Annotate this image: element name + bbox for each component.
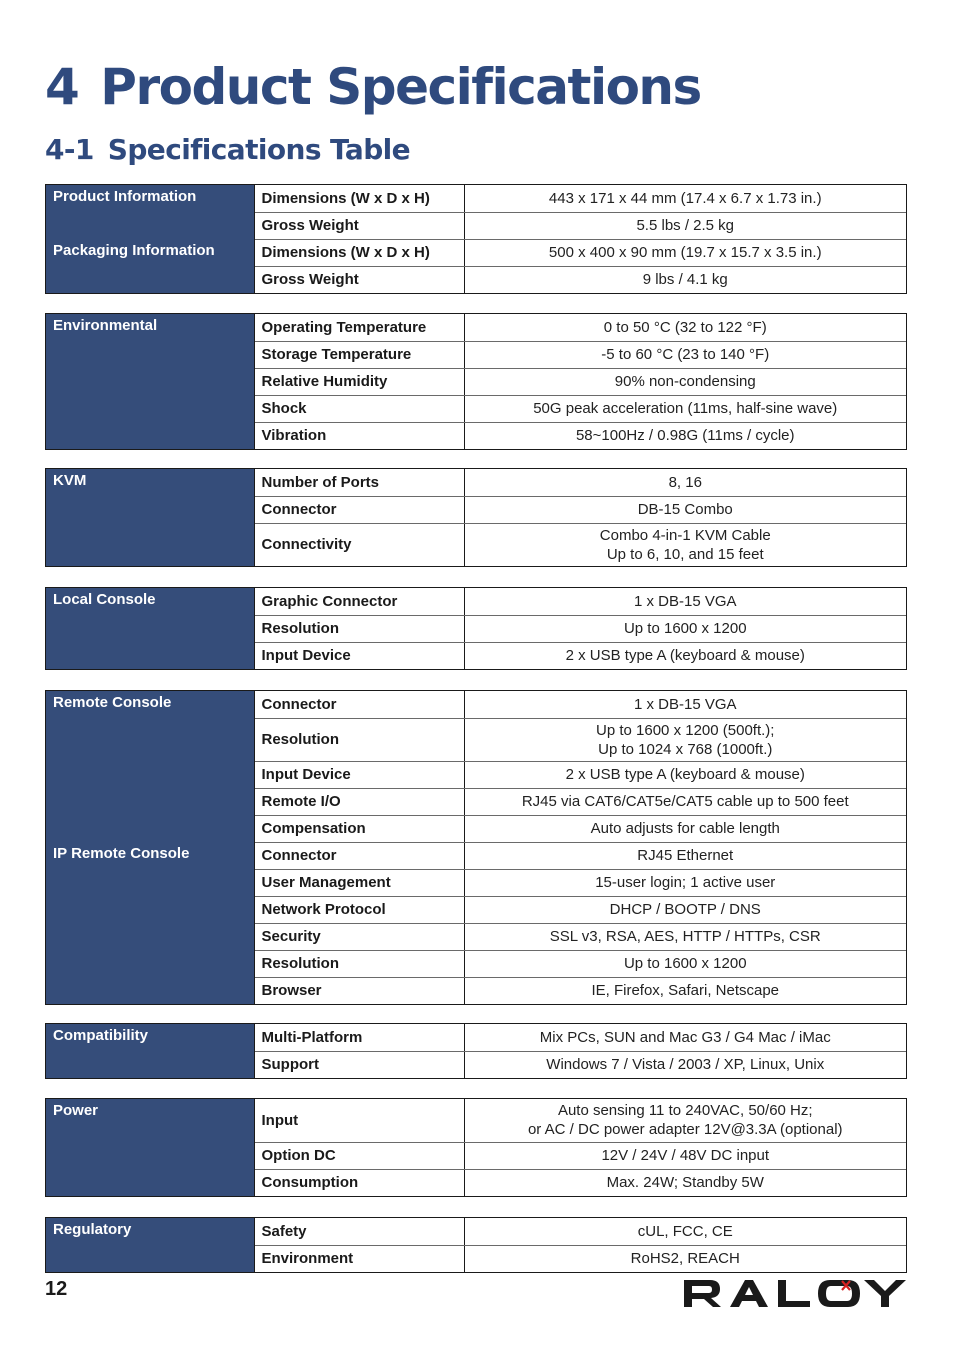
spec-value <box>464 1245 906 1272</box>
spec-label: Resolution <box>254 950 464 977</box>
spec-row <box>46 314 906 341</box>
spec-value-line: Combo 4-in-1 KVM Cable <box>599 526 771 544</box>
spec-value-line: 500 x 400 x 90 mm (19.7 x 15.7 x 3.5 in.) <box>548 244 822 261</box>
spec-category: Environmental <box>46 314 254 449</box>
spec-value-line: Windows 7 / Vista / 2003 / XP, Linux, Unix <box>546 1056 825 1074</box>
spec-label: Relative Humidity <box>254 368 464 395</box>
spec-value <box>464 1142 906 1169</box>
spec-row <box>46 185 906 212</box>
spec-label: Consumption <box>254 1169 464 1196</box>
spec-label: User Management <box>254 869 464 896</box>
spec-value-line: RoHS2, REACH <box>630 1250 740 1268</box>
spec-value-line: Up to 1600 x 1200 (500ft.); <box>596 721 775 739</box>
spec-label: Remote I/O <box>254 788 464 815</box>
spec-value-line: 9 lbs / 4.1 kg <box>642 271 728 289</box>
spec-label: Storage Temperature <box>254 341 464 368</box>
spec-value <box>464 185 906 212</box>
spec-row <box>46 1218 906 1245</box>
spec-value-line: Up to 6, 10, and 15 feet <box>606 545 764 563</box>
spec-value-line: 443 x 171 x 44 mm (17.4 x 6.7 x 1.73 in.) <box>548 189 822 207</box>
spec-label: Input Device <box>254 642 464 669</box>
spec-label: Number of Ports <box>254 469 464 496</box>
spec-value <box>464 341 906 368</box>
spec-value <box>464 368 906 395</box>
spec-value-line: 1 x DB-15 VGA <box>633 592 737 610</box>
spec-value <box>464 691 906 718</box>
spec-value <box>464 842 906 869</box>
spec-label: Connector <box>254 842 464 869</box>
spec-value-line: RJ45 via CAT6/CAT5e/CAT5 cable up to 500 feet <box>521 793 849 810</box>
spec-value-line: Mix PCs, SUN and Mac G3 / G4 Mac / iMac <box>539 1028 831 1046</box>
spec-label: Browser <box>254 977 464 1004</box>
spec-row <box>46 842 906 869</box>
spec-table-section <box>45 1098 907 1197</box>
spec-label: Vibration <box>254 422 464 449</box>
spec-category: KVM <box>46 469 254 566</box>
spec-value-line: 0 to 50 °C (32 to 122 °F) <box>603 318 767 336</box>
spec-category: IP Remote Console <box>46 842 254 1004</box>
spec-row <box>46 691 906 718</box>
spec-value <box>464 1218 906 1245</box>
spec-value <box>464 718 906 761</box>
spec-category: Regulatory <box>46 1218 254 1272</box>
spec-label: Input Device <box>254 761 464 788</box>
spec-value <box>464 788 906 815</box>
spec-value-line: 2 x USB type A (keyboard & mouse) <box>565 647 805 665</box>
spec-label: Resolution <box>254 718 464 761</box>
spec-value <box>464 314 906 341</box>
spec-label: Security <box>254 923 464 950</box>
spec-label: Shock <box>254 395 464 422</box>
spec-table-section <box>45 468 907 567</box>
spec-value-line: Up to 1600 x 1200 <box>623 955 747 972</box>
spec-value-line: 1 x DB-15 VGA <box>633 695 737 713</box>
spec-value-line: 15-user login; 1 active user <box>595 874 776 891</box>
spec-value-line: Auto adjusts for cable length <box>590 820 780 837</box>
spec-row <box>46 469 906 496</box>
spec-value <box>464 422 906 449</box>
spec-row <box>46 588 906 615</box>
spec-value-line: Auto sensing 11 to 240VAC, 50/60 Hz; <box>557 1102 813 1120</box>
spec-value-line: 12V / 24V / 48V DC input <box>601 1147 770 1164</box>
spec-label: Safety <box>254 1218 464 1245</box>
section-title: 4-1 Specifications Table <box>45 133 411 166</box>
spec-table-section <box>45 587 907 670</box>
spec-value-line: IE, Firefox, Safari, Netscape <box>591 982 780 1000</box>
spec-value <box>464 615 906 642</box>
page-title: 4 Product Specifications <box>45 58 701 116</box>
spec-value-line: 8, 16 <box>668 473 702 491</box>
spec-category: Power <box>46 1099 254 1196</box>
spec-value <box>464 1051 906 1078</box>
raloy-logo <box>682 1277 908 1309</box>
spec-value <box>464 523 906 566</box>
spec-label: Resolution <box>254 615 464 642</box>
spec-value <box>464 469 906 496</box>
spec-value <box>464 1099 906 1142</box>
spec-value <box>464 950 906 977</box>
spec-label: Dimensions (W x D x H) <box>254 239 464 266</box>
spec-label: Network Protocol <box>254 896 464 923</box>
spec-label: Connectivity <box>254 523 464 566</box>
page-number: 12 <box>45 1278 68 1300</box>
spec-value <box>464 496 906 523</box>
spec-category: Local Console <box>46 588 254 669</box>
spec-table-section <box>45 1023 907 1079</box>
spec-label: Support <box>254 1051 464 1078</box>
spec-value <box>464 977 906 1004</box>
spec-value-line: DHCP / BOOTP / DNS <box>609 901 761 918</box>
spec-value <box>464 815 906 842</box>
spec-table-section <box>45 1217 907 1273</box>
spec-value-line: Up to 1024 x 768 (1000ft.) <box>598 740 773 758</box>
spec-value-line: 5.5 lbs / 2.5 kg <box>636 217 735 234</box>
spec-value-line: SSL v3, RSA, AES, HTTP / HTTPs, CSR <box>549 928 821 945</box>
spec-label: Compensation <box>254 815 464 842</box>
spec-value-line: 2 x USB type A (keyboard & mouse) <box>565 766 805 783</box>
spec-value-line: Max. 24W; Standby 5W <box>606 1174 764 1192</box>
spec-category: Compatibility <box>46 1024 254 1078</box>
spec-value-line: 90% non-condensing <box>614 373 756 390</box>
spec-table-section <box>45 690 907 1005</box>
spec-label: Connector <box>254 496 464 523</box>
spec-category: Packaging Information <box>46 239 254 293</box>
spec-value <box>464 869 906 896</box>
spec-label: Dimensions (W x D x H) <box>254 185 464 212</box>
spec-label: Connector <box>254 691 464 718</box>
spec-value <box>464 761 906 788</box>
spec-value <box>464 395 906 422</box>
spec-label: Environment <box>254 1245 464 1272</box>
spec-label: Gross Weight <box>254 212 464 239</box>
spec-label: Option DC <box>254 1142 464 1169</box>
spec-value <box>464 588 906 615</box>
spec-row <box>46 239 906 266</box>
spec-value-line: 50G peak acceleration (11ms, half-sine wave) <box>533 400 838 417</box>
spec-label: Multi-Platform <box>254 1024 464 1051</box>
spec-category: Product Information <box>46 185 254 239</box>
spec-table-section <box>45 184 907 294</box>
spec-value-line: Up to 1600 x 1200 <box>623 620 747 637</box>
spec-value-line: 58~100Hz / 0.98G (11ms / cycle) <box>575 427 795 445</box>
spec-value <box>464 212 906 239</box>
spec-value-line: -5 to 60 °C (23 to 140 °F) <box>601 346 770 363</box>
spec-label: Operating Temperature <box>254 314 464 341</box>
spec-value-line: or AC / DC power adapter 12V@3.3A (optional) <box>527 1121 843 1139</box>
spec-value <box>464 923 906 950</box>
spec-category: Remote Console <box>46 691 254 842</box>
spec-value <box>464 239 906 266</box>
spec-label: Input <box>254 1099 464 1142</box>
spec-label: Gross Weight <box>254 266 464 293</box>
spec-value-line: DB-15 Combo <box>637 501 733 518</box>
spec-value-line: RJ45 Ethernet <box>637 847 734 864</box>
spec-table-section <box>45 313 907 450</box>
spec-value-line: cUL, FCC, CE <box>637 1222 733 1240</box>
spec-row <box>46 1099 906 1142</box>
spec-value <box>464 642 906 669</box>
spec-label: Graphic Connector <box>254 588 464 615</box>
spec-value <box>464 1169 906 1196</box>
spec-row <box>46 1024 906 1051</box>
spec-value <box>464 896 906 923</box>
spec-value <box>464 1024 906 1051</box>
spec-value <box>464 266 906 293</box>
